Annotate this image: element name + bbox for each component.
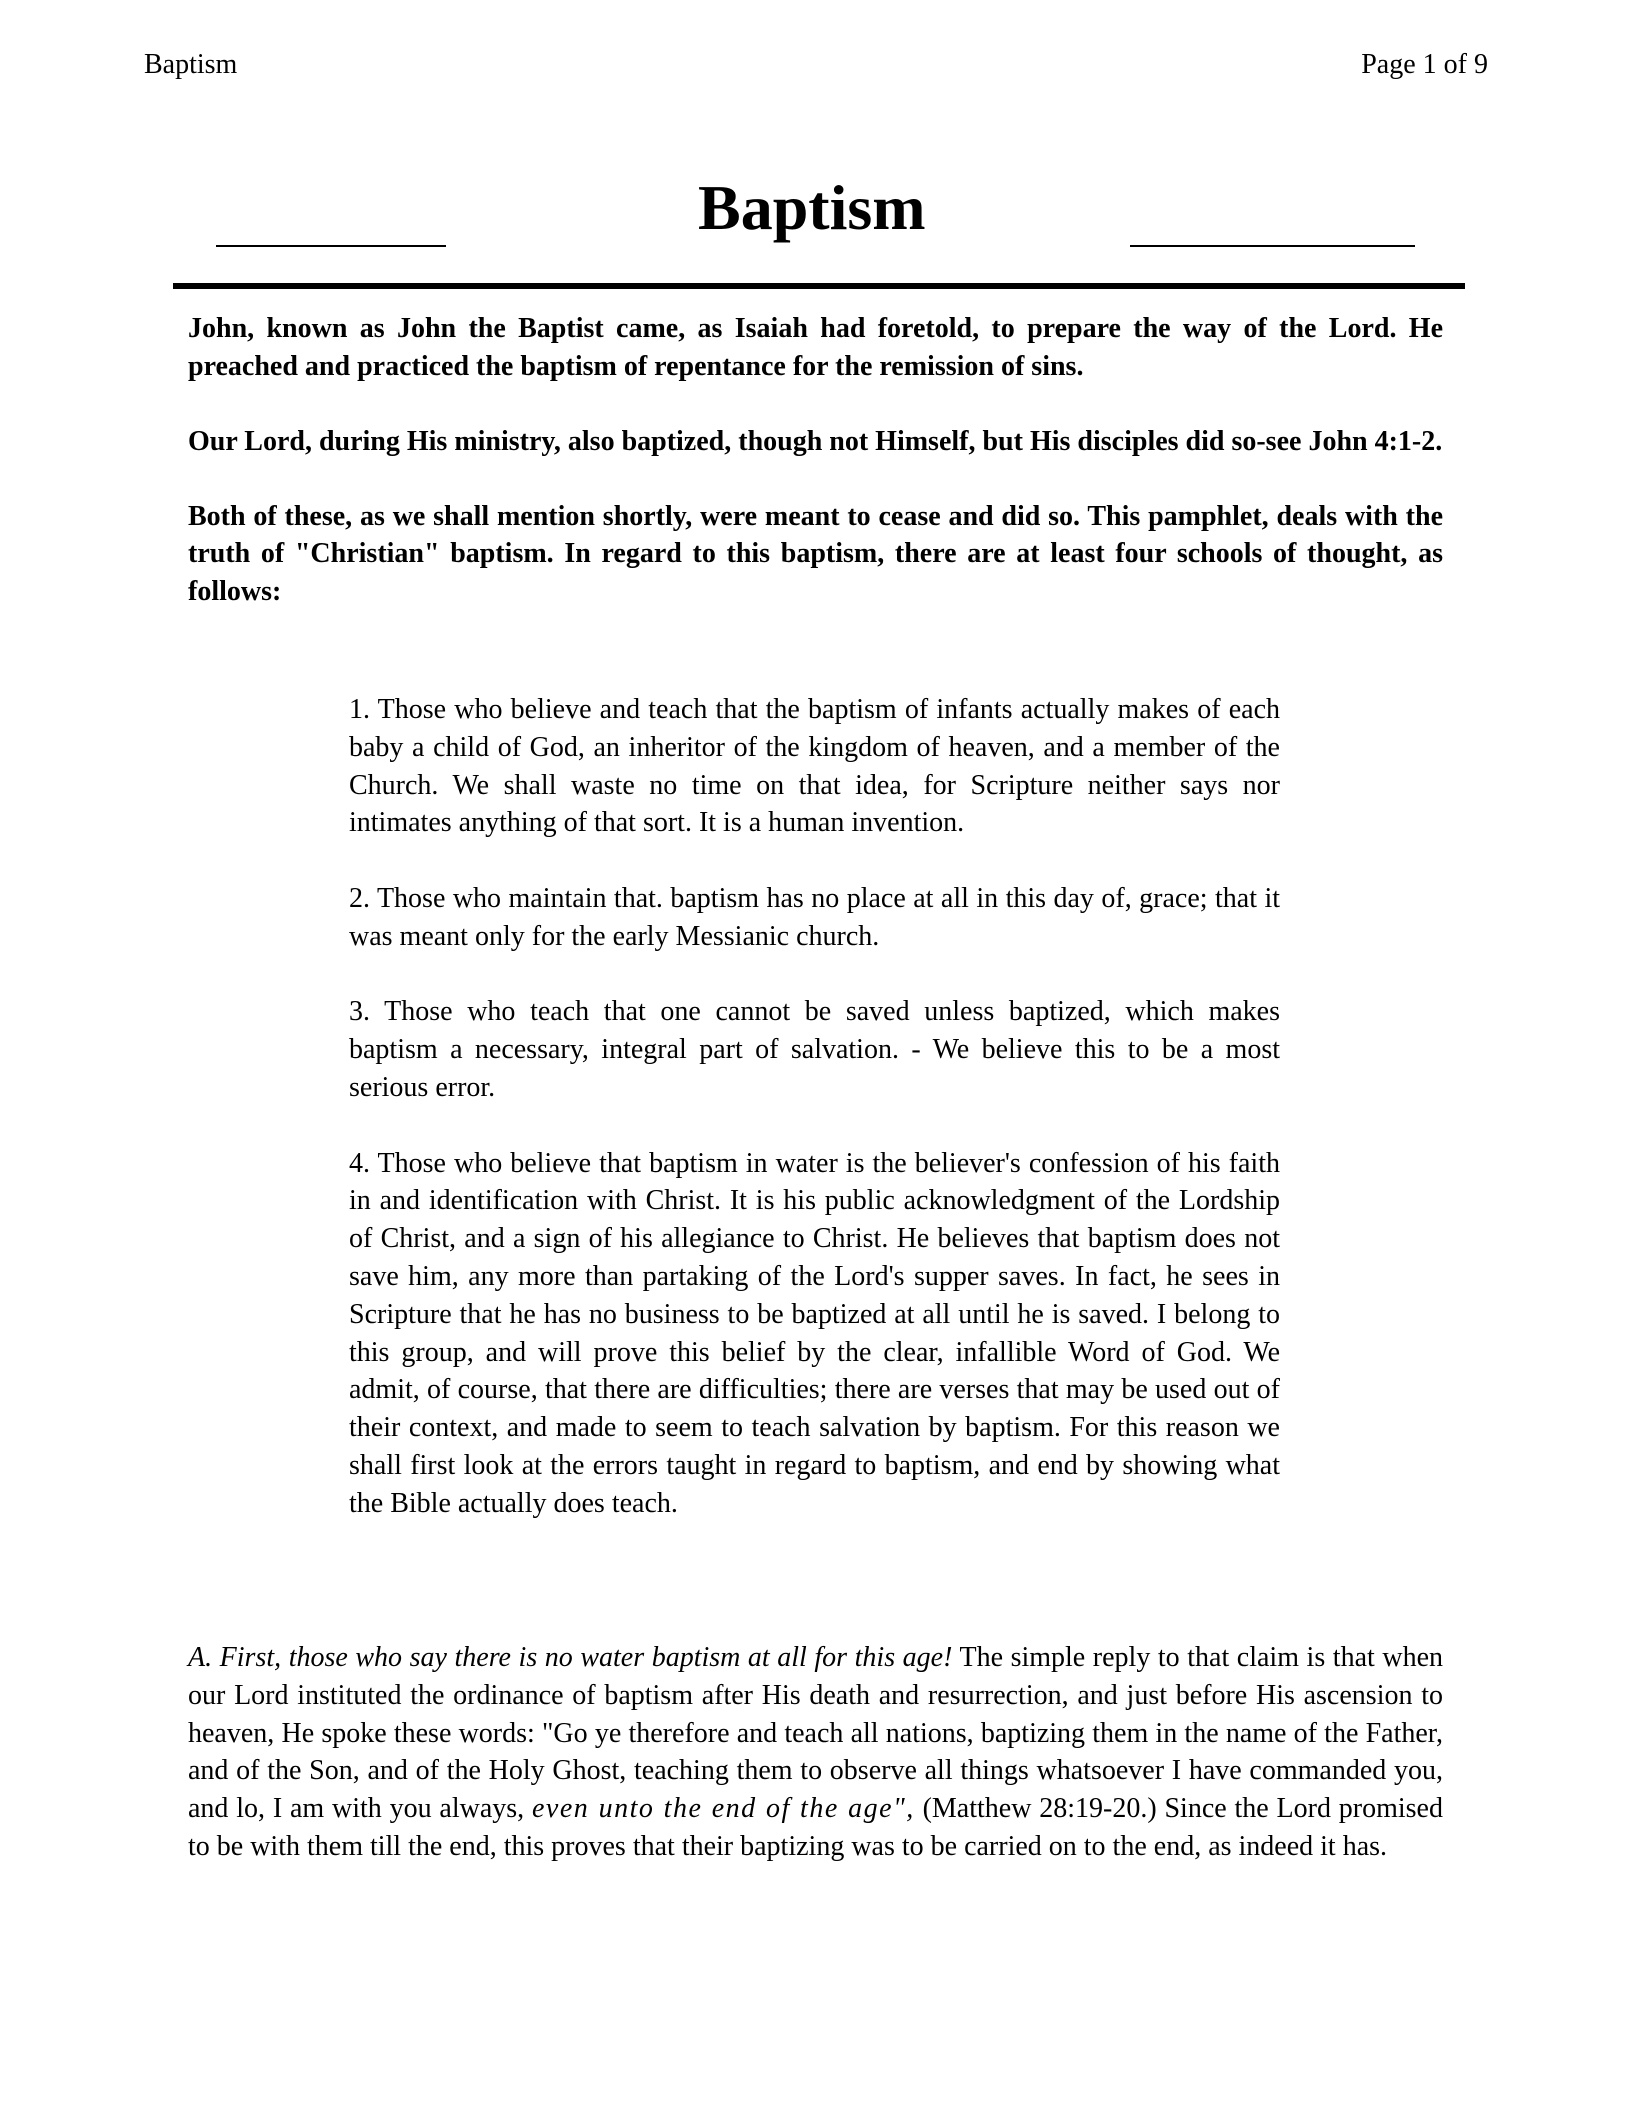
intro-paragraph: John, known as John the Baptist came, as Isaiah had foretold, to prepare the way of the Lord. He preached and practiced the baptism of repentance for the remission of sins. [188, 313, 1443, 382]
schools-of-thought-list [349, 691, 1280, 1560]
title-row [0, 170, 1632, 250]
list-item: 2. Those who maintain that. baptism has no place at all in this day of, grace; that it was meant only for the early Messianic church. [349, 882, 1280, 952]
page-number: Page 1 of 9 [1361, 49, 1488, 80]
section-a-paragraph [188, 1639, 1443, 1866]
scripture-quote-emphasis: even unto the end of the age", [531, 1793, 915, 1825]
running-header-title: Baptism [144, 49, 238, 80]
page-header [144, 47, 1488, 83]
list-item: 1. Those who believe and teach that the baptism of infants actually makes of each baby a child of God, an inheritor of the kingdom of heaven, and a member of the Church. We shall waste no time on that idea, for Scripture neither says nor intimates anything of that sort. It is a human invention. [349, 694, 1280, 839]
intro-paragraph: Both of these, as we shall mention shortly, were meant to cease and did so. This pamphlet, deals with the truth of "Christian" baptism. In regard to this baptism, there are at least four schools of thought, as follows: [188, 500, 1443, 607]
intro-paragraph: Our Lord, during His ministry, also baptized, though not Himself, but His disciples did so-see John 4:1-2. [188, 425, 1443, 457]
section-a [188, 1639, 1443, 1866]
title-decorative-line-left [216, 245, 446, 247]
document-title: Baptism [698, 172, 926, 243]
title-divider-rule [173, 283, 1465, 289]
intro-section [188, 310, 1443, 648]
list-item: 4. Those who believe that baptism in water is the believer's confession of his faith in and identification with Christ. It is his public acknowledgment of the Lordship of Christ, and a sign of his allegiance to Christ. He believes that baptism does not save him, any more than partaking of the Lord's supper saves. In fact, he sees in Scripture that he has no business to be baptized at all until he is saved. I belong to this group, and will prove this belief by the clear, infallible Word of God. We admit, of course, that there are difficulties; there are verses that may be used out of their context, and made to seem to teach salvation by baptism. For this reason we shall first look at the errors taught in regard to baptism, and end by showing what the Bible actually does teach. [349, 1147, 1280, 1519]
title-decorative-line-right [1130, 245, 1415, 247]
list-item: 3. Those who teach that one cannot be saved unless baptized, which makes baptism a necessary, integral part of salvation. - We believe this to be a most serious error. [349, 996, 1280, 1103]
section-a-text-continued: (Matthew 28:19-20.) Since the Lord promised to be with them till the end, this proves that their baptizing was to be carried on to the end, as indeed it has. [188, 1793, 1443, 1862]
section-a-text: The simple reply to that claim is that when our Lord instituted the ordinance of baptism after His death and resurrection, and just before His ascension to heaven, He spoke these words: "Go ye therefore and teach all nations, baptizing them in the name of the Father, and of the Son, and of the Holy Ghost, teaching them to observe all things whatsoever I have commanded you, and lo, I am with you always, [188, 1642, 1443, 1825]
section-a-heading: A. First, those who say there is no water baptism at all for this age! [188, 1642, 953, 1673]
